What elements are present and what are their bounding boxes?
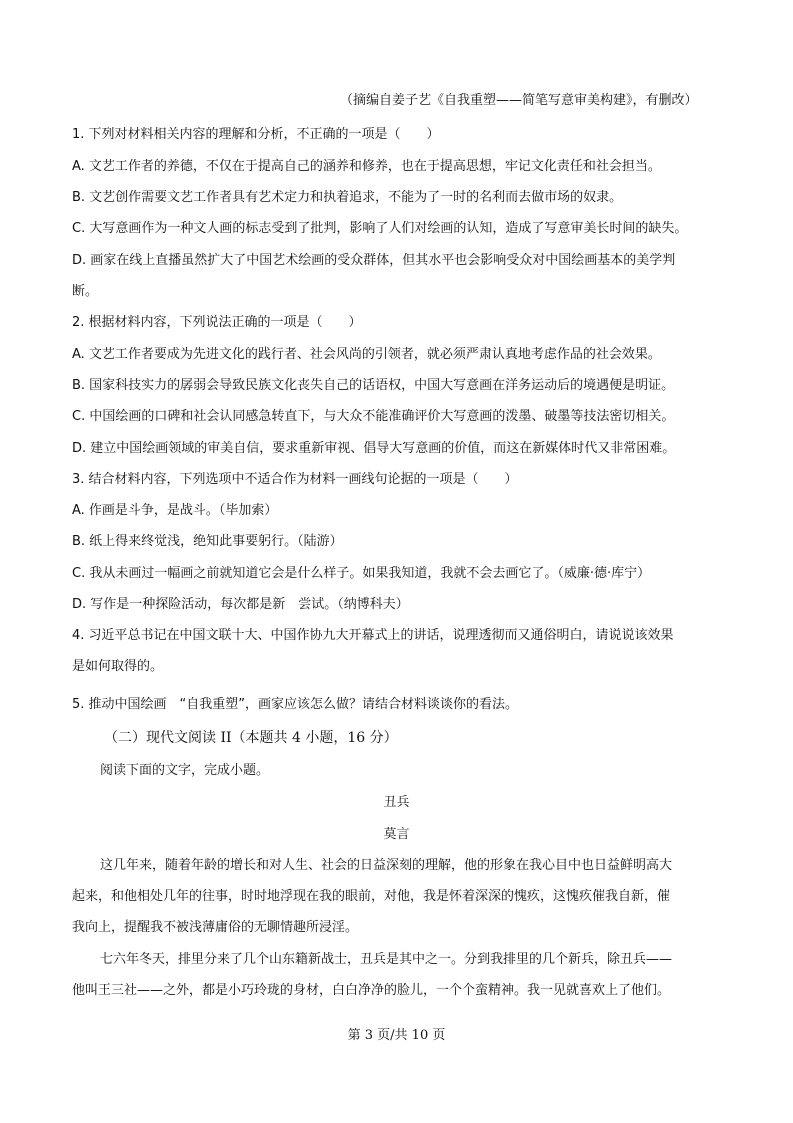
question-4-stem-cont: 是如何取得的。 [72,659,164,674]
question-2-option-b: B. 国家科技实力的孱弱会导致民族文化丧失自己的话语权，中国大写意画在洋务运动后的境遇便是明证。 [72,378,675,393]
question-3-option-d: D. 写作是一种探险活动，每次都是新 尝试。（纳博科夫） [72,597,409,612]
story-author: 莫言 [383,827,410,842]
question-4-stem: 4. 习近平总书记在中国文联十大、中国作协九大开幕式上的讲话，说理透彻而又通俗明白，请说说该效果 [72,628,674,643]
question-3-option-c: C. 我从未画过一幅画之前就知道它会是什么样子。如果我知道，我就不会去画它了。（威廉·德·库宁） [72,566,651,581]
page-footer: 第 3 页/共 10 页 [347,1028,446,1043]
question-1-option-a: A. 文艺工作者的养德，不仅在于提高自己的涵养和修养，也在于提高思想，牢记文化责任和社会担当。 [72,159,661,174]
section-instruction: 阅读下面的文字，完成小题。 [100,763,270,778]
source-citation: （摘编自姜子艺《自我重塑——简笔写意审美构建》，有删改） [340,93,698,108]
question-2-option-d: D. 建立中国绘画领域的审美自信，要求重新审视、倡导大写意画的价值，而这在新媒体时代又非常困难。 [72,441,676,456]
question-3-option-b: B. 纸上得来终觉浅，绝知此事要躬行。（陆游） [72,534,343,549]
question-1-option-c: C. 大写意画作为一种文人画的标志受到了批判，影响了人们对绘画的认知，造成了写意审美长时间的缺失。 [72,221,688,236]
question-1-stem: 1. 下列对材料相关内容的理解和分析，不正确的一项是（ ） [72,127,440,142]
story-title: 丑兵 [383,795,410,810]
story-paragraph-1-line-3: 我向上，提醒我不被浅薄庸俗的无聊情趣所浸淫。 [72,920,359,935]
question-2-option-c: C. 中国绘画的口碑和社会认同感急转直下，与大众不能准确评价大写意画的泼墨、破墨等技法密切相关。 [72,409,675,424]
story-paragraph-2-line-1: 七六年冬天，排里分来了几个山东籍新战士，丑兵是其中之一。分到我排里的几个新兵，除丑兵—— [100,952,673,967]
question-1-option-b: B. 文艺创作需要文艺工作者具有艺术定力和执着追求，不能为了一时的名利而去做市场的奴隶。 [72,190,623,205]
question-2-stem: 2. 根据材料内容，下列说法正确的一项是（ ） [72,315,362,330]
question-5-stem: 5. 推动中国绘画 “自我重塑”，画家应该怎么做？请结合材料谈谈你的看法。 [72,697,519,712]
story-paragraph-1-line-1: 这几年来，随着年龄的增长和对人生、社会的日益深刻的理解，他的形象在我心目中也日益鲜明高大 [100,858,673,873]
question-3-stem: 3. 结合材料内容，下列选项中不适合作为材料一画线句论据的一项是（ ） [72,472,518,487]
question-1-option-d: D. 画家在线上直播虽然扩大了中国艺术绘画的受众群体，但其水平也会影响受众对中国绘画基本的美学判 [72,253,676,268]
question-2-option-a: A. 文艺工作者要成为先进文化的践行者、社会风尚的引领者，就必须严肃认真地考虑作品的社会效果。 [72,347,661,362]
story-paragraph-2-line-2: 他叫王三社——之外，都是小巧玲珑的身材，白白净净的脸儿，一个个蛮精神。我一见就喜欢上了他们。 [72,983,671,998]
story-paragraph-1-line-2: 起来，和他相处几年的往事，时时地浮现在我的眼前，对他，我是怀着深深的愧疚，这愧疚催我自新，催 [72,889,671,904]
question-1-option-d-cont: 断。 [72,284,99,299]
section-heading: （二）现代文阅读 II（本题共 4 小题，16 分） [104,730,398,746]
question-3-option-a: A. 作画是斗争，是战斗。（毕加索） [72,503,278,518]
